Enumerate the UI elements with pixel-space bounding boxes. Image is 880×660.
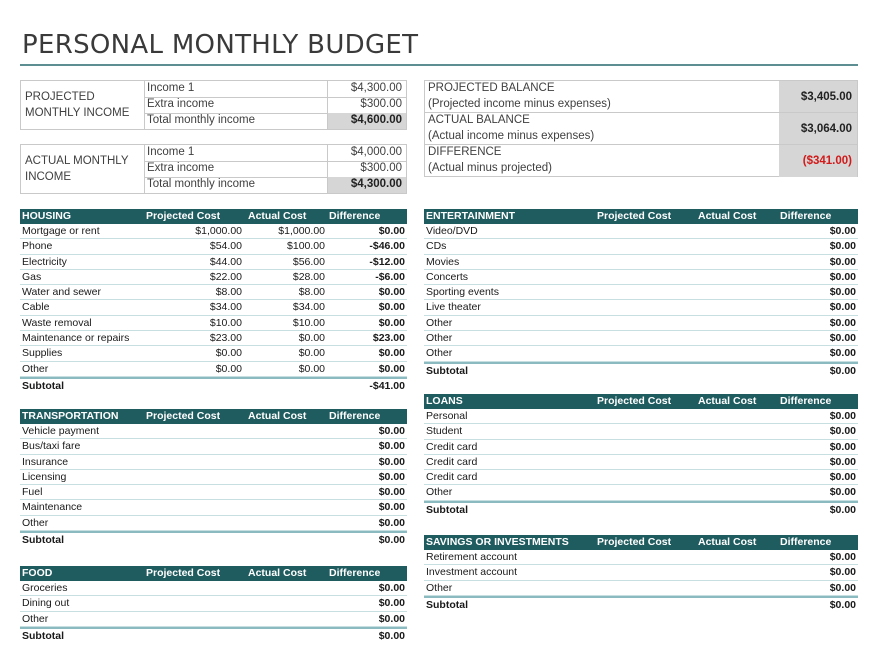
row-label: Maintenance (22, 501, 83, 514)
balance-title: DIFFERENCE (428, 146, 502, 158)
balance-note: (Projected income minus expenses) (428, 98, 611, 110)
difference-cell: $0.00 (829, 486, 856, 499)
difference-cell: $0.00 (378, 470, 405, 483)
table-row[interactable] (20, 255, 407, 270)
row-label: Other (426, 486, 453, 499)
projected-cost-cell[interactable]: $22.00 (209, 270, 242, 283)
actual-cost-cell[interactable]: $10.00 (292, 316, 325, 329)
difference-cell: $0.00 (829, 581, 856, 594)
income-label: Total monthly income (147, 178, 256, 190)
page-title: PERSONAL MONTHLY BUDGET (22, 30, 419, 60)
row-label: Live theater (426, 301, 481, 314)
actual-income-row[interactable] (145, 145, 406, 162)
difference-cell: $0.00 (829, 225, 856, 237)
column-header-projected: Projected Cost (597, 536, 672, 548)
table-row[interactable] (20, 470, 407, 485)
section-title: LOANS (426, 395, 463, 407)
difference-cell: -$46.00 (369, 240, 405, 253)
column-header-actual: Actual Cost (248, 410, 307, 422)
table-row[interactable] (424, 485, 858, 500)
difference-cell: $0.00 (378, 286, 405, 299)
table-row[interactable] (424, 550, 858, 565)
table-row[interactable] (20, 331, 407, 346)
projected-cost-cell[interactable]: $0.00 (215, 347, 242, 360)
table-row[interactable] (424, 409, 858, 424)
column-header-actual: Actual Cost (248, 567, 307, 579)
row-label: Credit card (426, 471, 478, 484)
projected-cost-cell[interactable]: $44.00 (209, 255, 242, 268)
difference-cell: $0.00 (829, 255, 856, 268)
projected-cost-cell[interactable]: $0.00 (215, 362, 242, 375)
column-header-actual: Actual Cost (698, 536, 757, 548)
balance-note: (Actual minus projected) (428, 162, 552, 174)
section-title: TRANSPORTATION (22, 410, 119, 422)
actual-cost-cell[interactable]: $0.00 (298, 332, 325, 345)
balance-note: (Actual income minus expenses) (428, 130, 595, 142)
difference-cell: $0.00 (829, 301, 856, 314)
row-label: Video/DVD (426, 225, 478, 237)
projected-cost-cell[interactable]: $54.00 (209, 240, 242, 253)
row-label: Dining out (22, 597, 70, 610)
actual-cost-cell[interactable]: $8.00 (298, 286, 325, 299)
income-label: Extra income (147, 98, 215, 110)
actual-cost-cell[interactable]: $56.00 (292, 255, 325, 268)
subtotal-label: Subtotal (22, 629, 64, 642)
actual-balance-row[interactable] (425, 113, 857, 145)
row-label: Phone (22, 240, 53, 253)
difference-cell: $0.00 (829, 551, 856, 563)
row-label: Personal (426, 410, 468, 422)
row-label: Insurance (22, 455, 69, 468)
table-row[interactable] (20, 500, 407, 515)
table-row[interactable] (424, 316, 858, 331)
difference-cell: $0.00 (378, 301, 405, 314)
balance-block (424, 80, 858, 177)
table-row[interactable] (424, 470, 858, 485)
table-row[interactable] (20, 455, 407, 470)
difference-row[interactable] (425, 145, 857, 177)
row-label: Other (22, 612, 49, 625)
food-header (20, 566, 407, 581)
actual-income-block (20, 144, 407, 194)
subtotal-value: $0.00 (378, 534, 405, 547)
subtotal-value: $0.00 (829, 503, 856, 516)
projected-cost-cell[interactable]: $10.00 (209, 316, 242, 329)
actual-cost-cell[interactable]: $0.00 (298, 347, 325, 360)
income-value: $4,000.00 (350, 146, 402, 158)
row-label: Other (426, 316, 453, 329)
income-label: Income 1 (147, 82, 195, 94)
row-label: Investment account (426, 566, 518, 579)
table-row[interactable] (20, 581, 407, 596)
row-label: Concerts (426, 270, 469, 283)
subtotal-value: $0.00 (378, 629, 405, 642)
row-label: Fuel (22, 486, 43, 499)
projected-income-label: PROJECTED MONTHLY INCOME (21, 81, 145, 129)
column-header-projected: Projected Cost (597, 395, 672, 407)
difference-cell: $23.00 (372, 332, 405, 345)
column-header-difference: Difference (780, 395, 832, 407)
subtotal-value: $0.00 (829, 598, 856, 611)
column-header-actual: Actual Cost (698, 395, 757, 407)
difference-cell: $0.00 (378, 486, 405, 499)
projected-cost-cell[interactable]: $8.00 (215, 286, 242, 299)
savings-table (424, 535, 858, 611)
table-row[interactable] (424, 224, 858, 239)
row-label: Maintenance or repairs (22, 332, 130, 345)
table-row[interactable] (20, 224, 407, 239)
income-value: $300.00 (360, 162, 402, 174)
difference-cell: $0.00 (829, 455, 856, 468)
column-header-projected: Projected Cost (146, 410, 221, 422)
column-header-actual: Actual Cost (698, 210, 757, 222)
table-row[interactable] (20, 612, 407, 627)
entertainment-table (424, 209, 858, 377)
difference-cell: $0.00 (829, 425, 856, 438)
difference-cell: $0.00 (829, 471, 856, 484)
table-row[interactable] (424, 455, 858, 470)
housing-header (20, 209, 407, 224)
row-label: Bus/taxi fare (22, 440, 81, 453)
table-row[interactable] (424, 239, 858, 254)
difference-cell: $0.00 (378, 501, 405, 514)
table-row[interactable] (20, 424, 407, 439)
subtotal-row (20, 627, 407, 642)
actual-extra-row[interactable] (145, 161, 406, 178)
projected-balance-row[interactable] (425, 81, 857, 113)
income-label: Income 1 (147, 146, 195, 158)
loans-table (424, 394, 858, 516)
difference-cell: $0.00 (829, 240, 856, 253)
balance-title: ACTUAL BALANCE (428, 114, 530, 126)
column-header-difference: Difference (780, 536, 832, 548)
difference-value: ($341.00) (779, 145, 857, 177)
row-label: CDs (426, 240, 447, 253)
table-row[interactable] (20, 270, 407, 285)
difference-cell: $0.00 (829, 410, 856, 422)
projected-total-row[interactable] (145, 113, 406, 129)
row-label: Student (426, 425, 463, 438)
income-label: Total monthly income (147, 114, 256, 126)
subtotal-value: -$41.00 (369, 379, 405, 392)
subtotal-label: Subtotal (426, 503, 468, 516)
income-total-value: $4,600.00 (350, 114, 402, 126)
actual-cost-cell[interactable]: $1,000.00 (278, 225, 325, 237)
subtotal-row (20, 531, 407, 546)
difference-cell: $0.00 (829, 440, 856, 453)
row-label: Sporting events (426, 286, 499, 299)
column-header-projected: Projected Cost (146, 210, 221, 222)
title-divider (20, 64, 858, 66)
difference-cell: $0.00 (829, 270, 856, 283)
row-label: Movies (426, 255, 460, 268)
balance-value: $3,064.00 (779, 113, 857, 144)
row-label: Other (426, 347, 453, 360)
difference-cell: $0.00 (378, 425, 405, 437)
table-row[interactable] (20, 300, 407, 315)
column-header-projected: Projected Cost (146, 567, 221, 579)
difference-cell: $0.00 (378, 455, 405, 468)
actual-cost-cell[interactable]: $34.00 (292, 301, 325, 314)
projected-cost-cell[interactable]: $34.00 (209, 301, 242, 314)
row-label: Mortgage or rent (22, 225, 100, 237)
column-header-projected: Projected Cost (597, 210, 672, 222)
row-label: Other (22, 516, 49, 529)
table-row[interactable] (424, 565, 858, 580)
subtotal-row (20, 377, 407, 392)
transportation-header (20, 409, 407, 424)
row-label: Other (22, 362, 49, 375)
table-row[interactable] (20, 439, 407, 454)
difference-cell: $0.00 (829, 332, 856, 345)
difference-cell: $0.00 (829, 566, 856, 579)
difference-cell: $0.00 (378, 225, 405, 237)
table-row[interactable] (20, 316, 407, 331)
projected-extra-row[interactable] (145, 97, 406, 114)
table-row[interactable] (20, 485, 407, 500)
row-label: Retirement account (426, 551, 518, 563)
income-label: Extra income (147, 162, 215, 174)
food-table (20, 566, 407, 642)
row-label: Gas (22, 270, 42, 283)
difference-cell: $0.00 (829, 316, 856, 329)
projected-cost-cell[interactable]: $1,000.00 (195, 225, 242, 237)
row-label: Other (426, 581, 453, 594)
subtotal-row (424, 501, 858, 516)
table-row[interactable] (20, 596, 407, 611)
difference-cell: $0.00 (378, 597, 405, 610)
table-row[interactable] (20, 285, 407, 300)
row-label: Credit card (426, 455, 478, 468)
table-row[interactable] (424, 255, 858, 270)
projected-income-block (20, 80, 407, 130)
section-title: SAVINGS OR INVESTMENTS (426, 536, 569, 548)
column-header-actual: Actual Cost (248, 210, 307, 222)
subtotal-label: Subtotal (426, 598, 468, 611)
section-title: FOOD (22, 567, 53, 579)
entertainment-header (424, 209, 858, 224)
savings-header (424, 535, 858, 550)
table-row[interactable] (20, 362, 407, 377)
housing-table (20, 209, 407, 392)
income-value: $4,300.00 (350, 82, 402, 94)
row-label: Cable (22, 301, 50, 314)
difference-cell: $0.00 (378, 316, 405, 329)
table-row[interactable] (424, 440, 858, 455)
column-header-difference: Difference (329, 567, 381, 579)
table-row[interactable] (424, 285, 858, 300)
table-row[interactable] (424, 270, 858, 285)
subtotal-row (424, 362, 858, 377)
projected-income-row[interactable] (145, 81, 406, 98)
table-row[interactable] (424, 331, 858, 346)
row-label: Electricity (22, 255, 67, 268)
row-label: Licensing (22, 470, 67, 483)
projected-cost-cell[interactable]: $23.00 (209, 332, 242, 345)
row-label: Waste removal (22, 316, 92, 329)
subtotal-label: Subtotal (22, 534, 64, 547)
loans-header (424, 394, 858, 409)
difference-cell: -$12.00 (369, 255, 405, 268)
row-label: Supplies (22, 347, 63, 360)
row-label: Groceries (22, 582, 68, 594)
difference-cell: -$6.00 (375, 270, 405, 283)
table-row[interactable] (20, 346, 407, 361)
table-row[interactable] (424, 581, 858, 596)
column-header-difference: Difference (780, 210, 832, 222)
subtotal-label: Subtotal (22, 379, 64, 392)
subtotal-label: Subtotal (426, 364, 468, 377)
difference-cell: $0.00 (378, 362, 405, 375)
difference-cell: $0.00 (829, 286, 856, 299)
income-value: $300.00 (360, 98, 402, 110)
difference-cell: $0.00 (378, 582, 405, 594)
difference-cell: $0.00 (378, 516, 405, 529)
income-total-value: $4,300.00 (350, 178, 402, 190)
column-header-difference: Difference (329, 410, 381, 422)
section-title: HOUSING (22, 210, 72, 222)
difference-cell: $0.00 (829, 347, 856, 360)
actual-cost-cell[interactable]: $100.00 (287, 240, 325, 253)
actual-total-row[interactable] (145, 177, 406, 193)
difference-cell: $0.00 (378, 440, 405, 453)
table-row[interactable] (424, 346, 858, 361)
table-row[interactable] (20, 516, 407, 531)
section-title: ENTERTAINMENT (426, 210, 516, 222)
subtotal-row (424, 596, 858, 611)
difference-cell: $0.00 (378, 347, 405, 360)
actual-cost-cell[interactable]: $28.00 (292, 270, 325, 283)
row-label: Water and sewer (22, 286, 101, 299)
column-header-difference: Difference (329, 210, 381, 222)
table-row[interactable] (424, 424, 858, 439)
difference-cell: $0.00 (378, 612, 405, 625)
actual-income-label: ACTUAL MONTHLY INCOME (21, 145, 145, 193)
row-label: Vehicle payment (22, 425, 100, 437)
table-row[interactable] (20, 239, 407, 254)
balance-title: PROJECTED BALANCE (428, 82, 555, 94)
actual-cost-cell[interactable]: $0.00 (298, 362, 325, 375)
subtotal-value: $0.00 (829, 364, 856, 377)
transportation-table (20, 409, 407, 546)
balance-value: $3,405.00 (779, 81, 857, 112)
table-row[interactable] (424, 300, 858, 315)
row-label: Credit card (426, 440, 478, 453)
row-label: Other (426, 332, 453, 345)
